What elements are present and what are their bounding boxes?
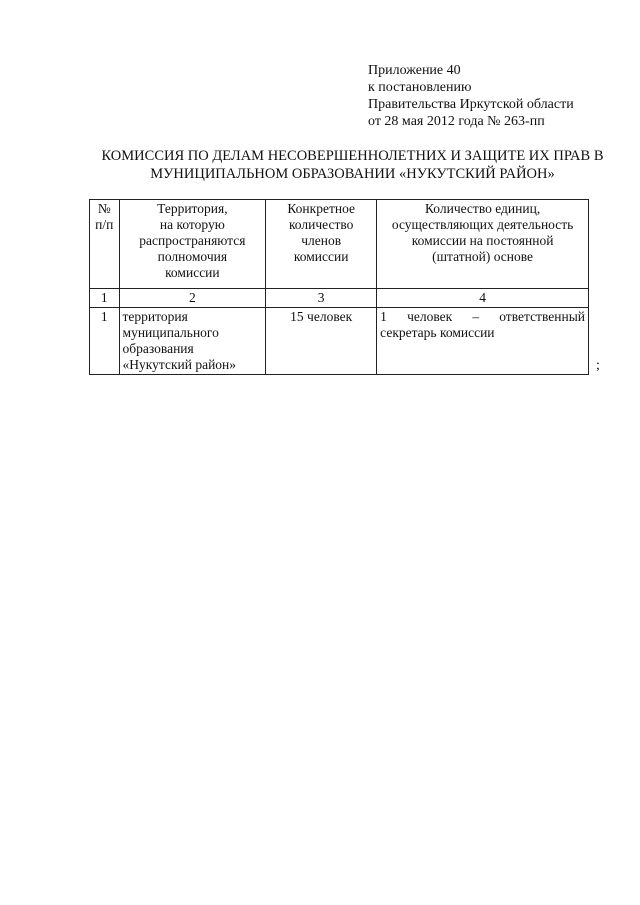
appendix-number: Приложение 40 — [368, 63, 461, 78]
title-line-1: КОМИССИЯ ПО ДЕЛАМ НЕСОВЕРШЕННОЛЕТНИХ И ЗАЩИТЕ ИХ ПРАВ В — [101, 148, 604, 164]
row-number: 1 — [90, 308, 120, 375]
document-title — [80, 147, 625, 183]
header-staff: Количество единиц, осуществляющих деятельность комиссии на постоянной (штатной) основе — [377, 200, 589, 289]
table-header-row — [90, 200, 589, 289]
appendix-government: Правительства Иркутской области — [368, 97, 574, 112]
header-members: Конкретное количество членов комиссии — [266, 200, 377, 289]
column-number-2: 2 — [119, 289, 266, 308]
commission-table — [89, 199, 589, 375]
appendix-to-resolution: к постановлению — [368, 80, 472, 95]
table-row — [90, 308, 589, 375]
header-number: № п/п — [90, 200, 120, 289]
appendix-reference — [368, 62, 628, 130]
title-line-2: МУНИЦИПАЛЬНОМ ОБРАЗОВАНИИ «НУКУТСКИЙ РАЙОН» — [150, 166, 555, 182]
column-number-row — [90, 289, 589, 308]
column-number-1: 1 — [90, 289, 120, 308]
column-number-4: 4 — [377, 289, 589, 308]
appendix-date: от 28 мая 2012 года № 263-пп — [368, 114, 545, 129]
header-territory: Территория, на которую распространяются полномочия комиссии — [119, 200, 266, 289]
row-staff: 1 человек – ответственный секретарь комиссии — [377, 308, 589, 375]
row-territory: территория муниципального образования «Нукутский район» — [119, 308, 266, 375]
row-members: 15 человек — [266, 308, 377, 375]
trailing-semicolon: ; — [596, 358, 600, 373]
column-number-3: 3 — [266, 289, 377, 308]
